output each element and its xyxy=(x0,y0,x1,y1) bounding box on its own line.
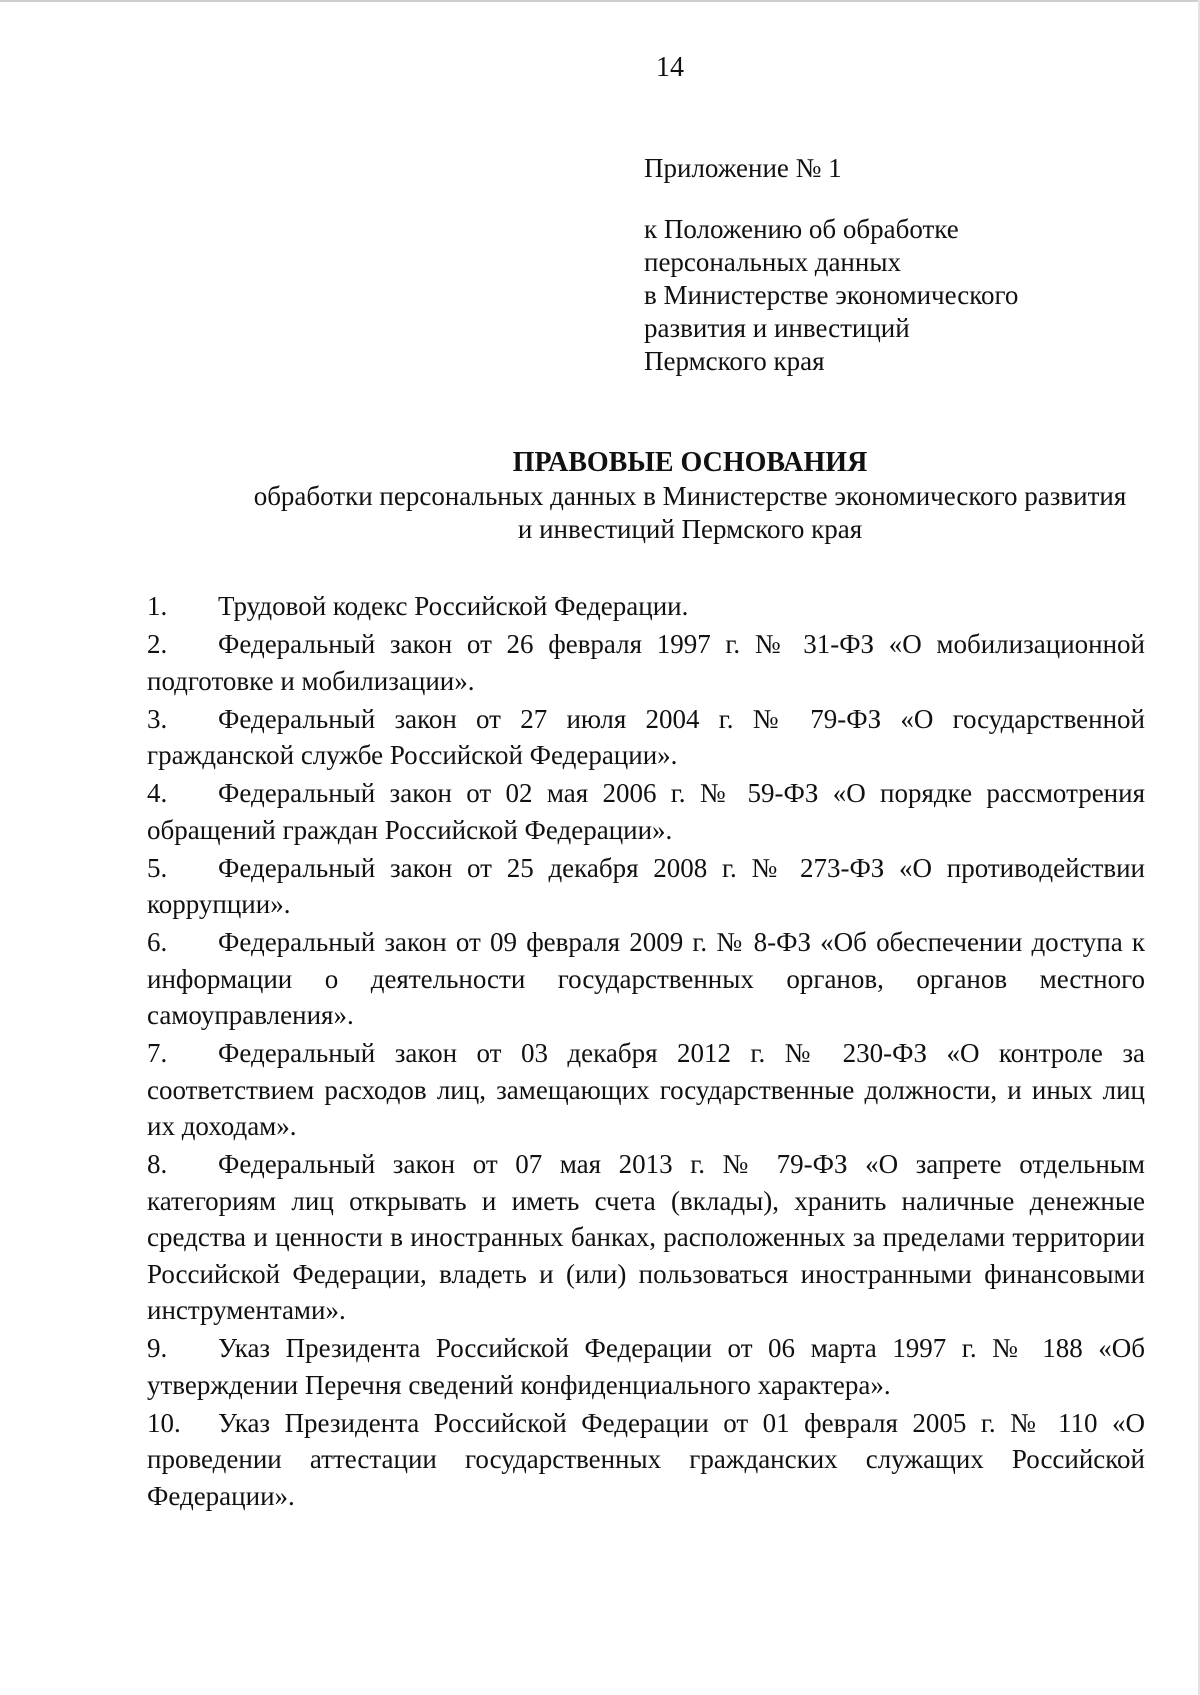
list-item-number: 9. xyxy=(147,1333,168,1363)
list-item-number: 7. xyxy=(147,1038,168,1068)
list-item xyxy=(147,1035,1145,1145)
page-number: 14 xyxy=(656,52,684,83)
annex-line: в Министерстве экономического xyxy=(644,280,1019,310)
annex-line: персональных данных xyxy=(644,247,901,277)
list-item-number: 10. xyxy=(147,1407,181,1438)
list-item-text: Трудовой кодекс Российской Федерации. xyxy=(218,591,689,621)
list-item xyxy=(147,850,1145,923)
annex-block xyxy=(644,152,1018,378)
list-item-number: 4. xyxy=(147,778,168,808)
list-item-number: 8. xyxy=(147,1149,168,1179)
annex-line: к Положению об обработке xyxy=(644,214,959,244)
list-item-text: Указ Президента Российской Федерации от 06 марта 1997 г. № 188 «Об утверждении Перечня сведений конфиденциального характера». xyxy=(147,1333,1145,1400)
document-subtitle-line-1: обработки персональных данных в Министерстве экономического развития xyxy=(253,481,1127,511)
heading-block xyxy=(120,446,1200,546)
list-item-text: Федеральный закон от 27 июля 2004 г. № 79-ФЗ «О государственной гражданской службе Российской Федерации». xyxy=(147,703,1145,770)
list-item-number: 2. xyxy=(147,629,168,659)
list-item xyxy=(147,924,1145,1034)
document-title: ПРАВОВЫЕ ОСНОВАНИЯ xyxy=(512,447,868,478)
list-item xyxy=(147,626,1145,699)
list-item xyxy=(147,588,1145,625)
legal-basis-list xyxy=(147,588,1145,1516)
list-item-number: 5. xyxy=(147,852,168,883)
document-subtitle-line-2: и инвестиций Пермского края xyxy=(517,514,863,544)
list-item-text: Федеральный закон от 26 февраля 1997 г. № 31-ФЗ «О мобилизационной подготовке и мобилизации». xyxy=(147,629,1145,696)
scan-edge-top xyxy=(0,0,1200,2)
list-item xyxy=(147,1146,1145,1329)
list-item-text: Указ Президента Российской Федерации от 01 февраля 2005 г. № 110 «О проведении аттестации государственных гражданских служащих Российской Федерации». xyxy=(147,1407,1145,1511)
list-item xyxy=(147,701,1145,774)
list-item-number: 6. xyxy=(147,927,168,957)
list-item-text: Федеральный закон от 25 декабря 2008 г. № 273-ФЗ «О противодействии коррупции». xyxy=(147,852,1145,919)
list-item xyxy=(147,775,1145,848)
annex-title: Приложение № 1 xyxy=(644,153,842,183)
annex-line: развития и инвестиций xyxy=(644,313,910,343)
list-item xyxy=(147,1405,1145,1515)
list-item-text: Федеральный закон от 02 мая 2006 г. № 59-ФЗ «О порядке рассмотрения обращений граждан Российской Федерации». xyxy=(147,778,1145,845)
list-item-number: 1. xyxy=(147,591,168,621)
list-item-text: Федеральный закон от 09 февраля 2009 г. № 8-ФЗ «Об обеспечении доступа к информации о деятельности государственных органов, органов местного самоуправления». xyxy=(147,927,1145,1030)
annex-line: Пермского края xyxy=(644,346,825,376)
list-item-text: Федеральный закон от 03 декабря 2012 г. № 230-ФЗ «О контроле за соответствием расходов лиц, замещающих государственные должности, и иных лиц их доходам». xyxy=(147,1038,1145,1141)
list-item-text: Федеральный закон от 07 мая 2013 г. № 79-ФЗ «О запрете отдельным категориям лиц открывать и иметь счета (вклады), хранить наличные денежные средства и ценности в иностранных банках, расположенных за пределами территории Российской Федерации, владеть и (или) пользоваться иностранными финансовыми инструментами». xyxy=(147,1149,1145,1325)
list-item-number: 3. xyxy=(147,703,168,734)
list-item xyxy=(147,1330,1145,1403)
